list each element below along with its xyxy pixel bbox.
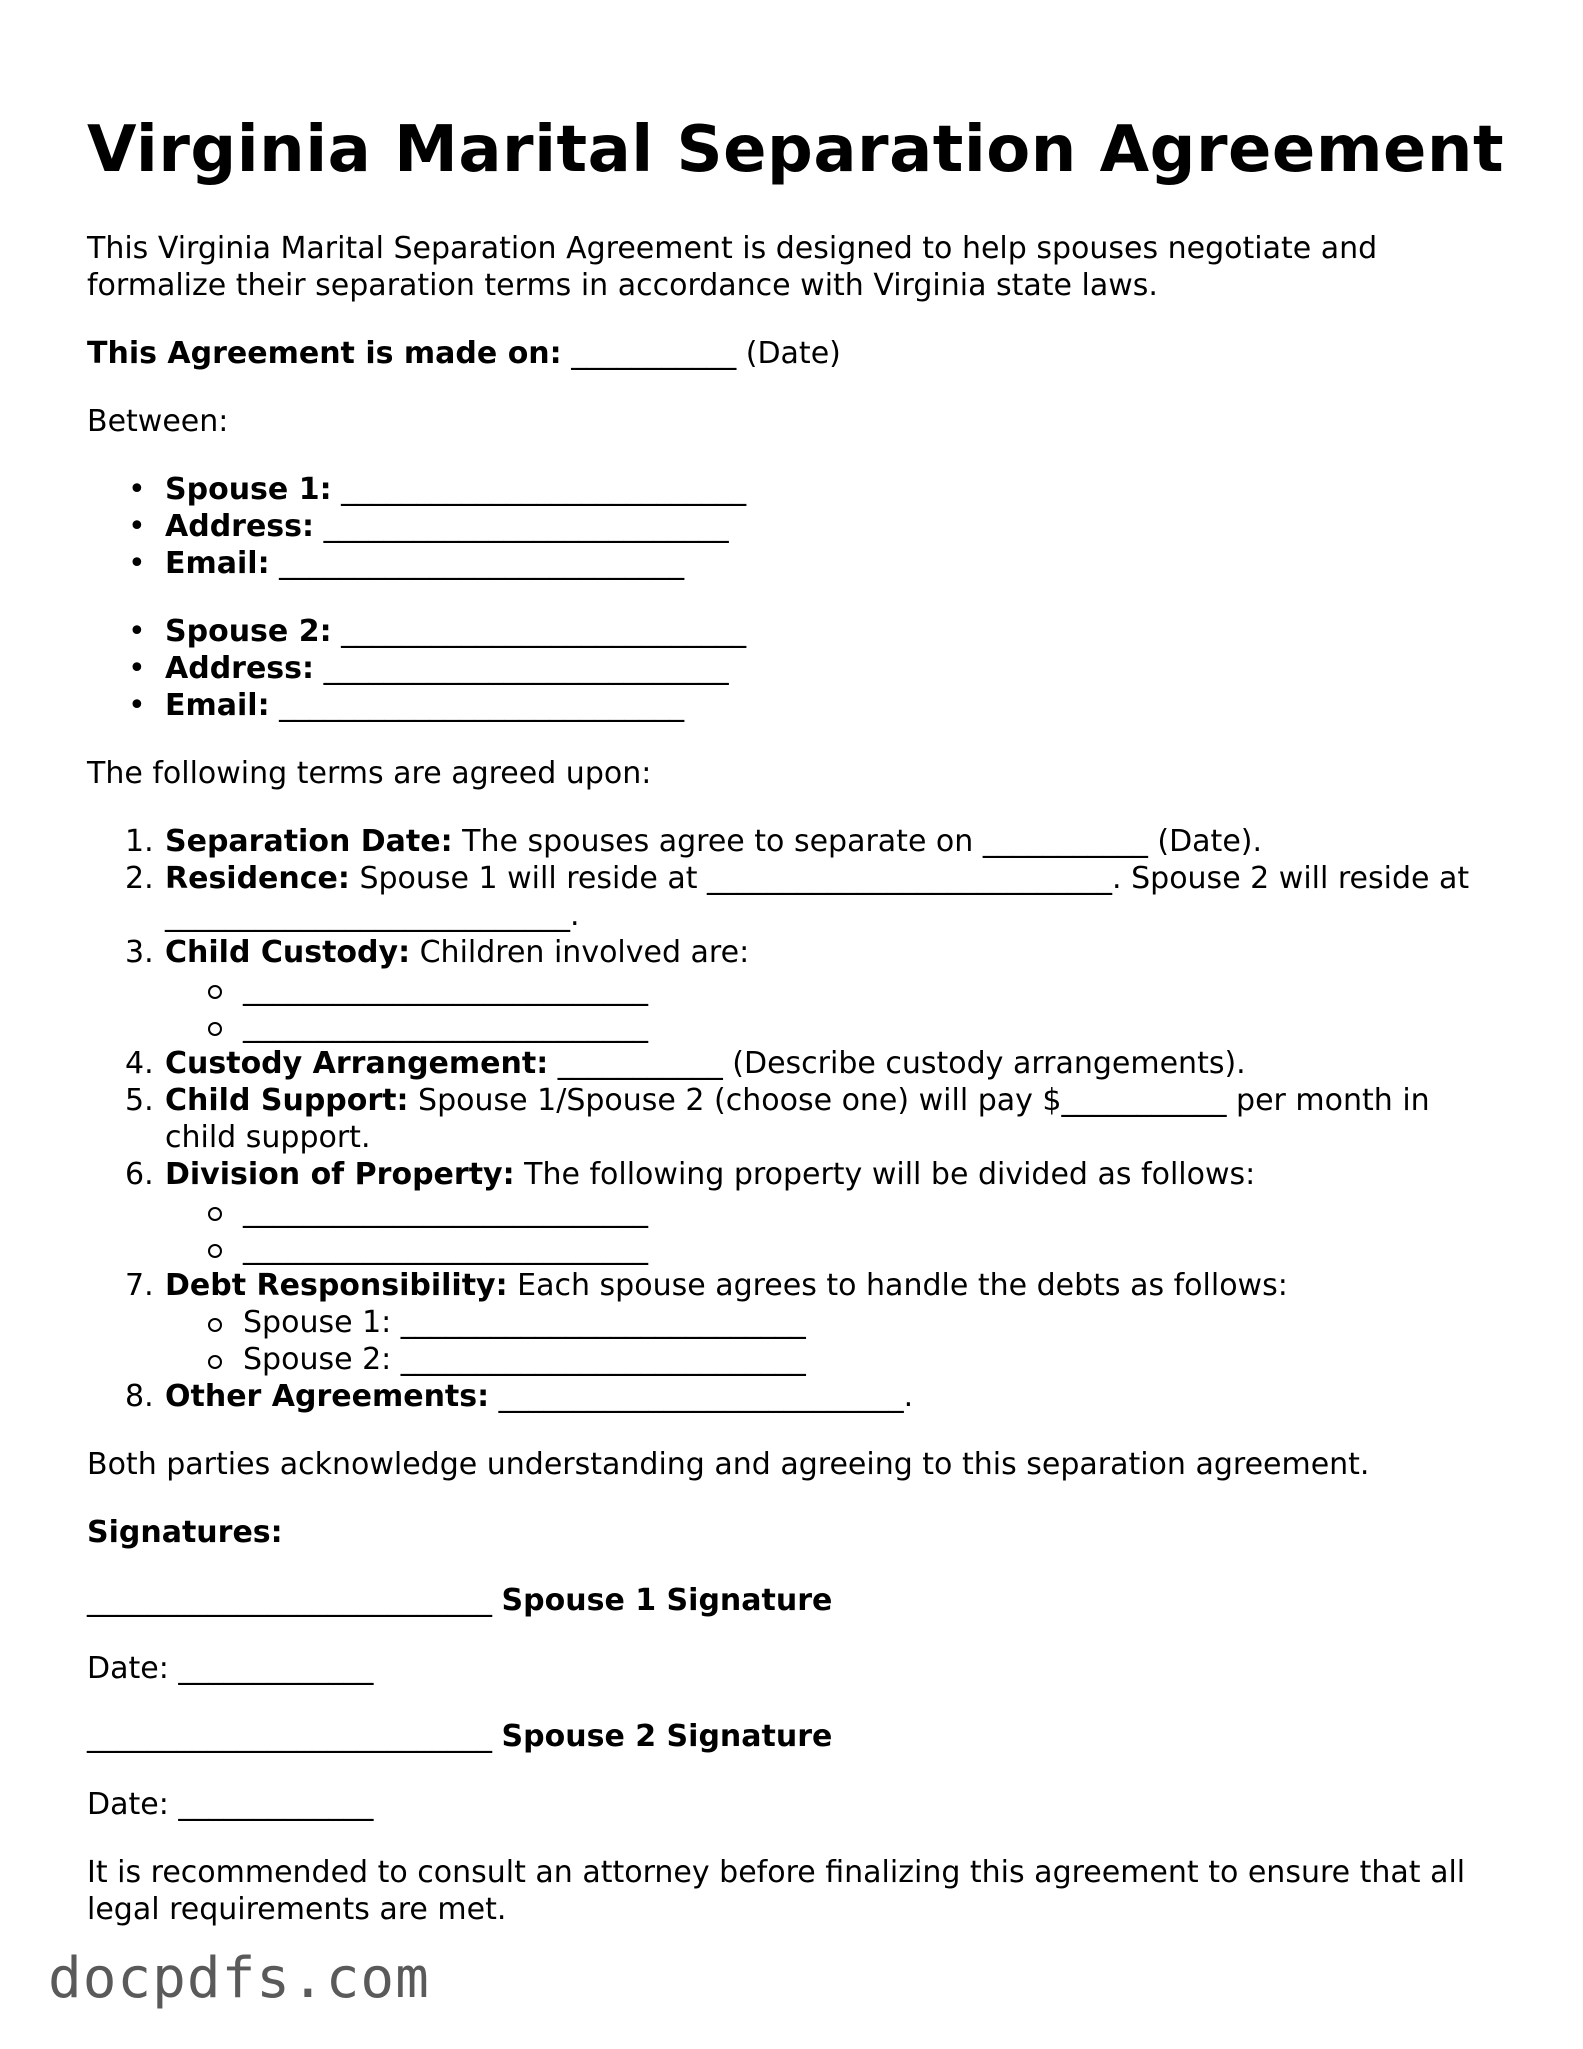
debt-entry xyxy=(165,1304,1507,1341)
property-entry xyxy=(165,1193,1507,1230)
circle-bullet-icon xyxy=(208,1244,222,1258)
field-label: Address: xyxy=(165,509,315,544)
term-text: Children involved are: xyxy=(410,935,750,970)
agreement-date-blank: ___________ xyxy=(571,336,737,371)
attorney-disclaimer: It is recommended to consult an attorney before finalizing this agreement to ensure that all legal requirements are met. xyxy=(87,1855,1466,1927)
field-label: Spouse 1: xyxy=(165,472,332,507)
term-number: 1. xyxy=(125,824,154,859)
date-label: Date: xyxy=(87,1651,169,1686)
document-page xyxy=(87,100,1507,1928)
field-blank: ___________________________ xyxy=(341,614,747,649)
spouse-2-details xyxy=(87,613,1507,724)
circle-bullet-icon xyxy=(208,1207,222,1221)
field-blank: ___________________________ xyxy=(323,651,729,686)
signature-label: Spouse 1 Signature xyxy=(501,1583,833,1618)
property-entry xyxy=(165,1230,1507,1267)
term-separation-date xyxy=(87,823,1507,860)
field-label: Spouse 2: xyxy=(165,614,332,649)
term-division-of-property xyxy=(87,1156,1507,1267)
term-label: Other Agreements: xyxy=(165,1379,490,1414)
spouse-1-name-field xyxy=(87,471,1507,508)
circle-bullet-icon xyxy=(208,985,222,999)
term-label: Separation Date: xyxy=(165,824,453,859)
term-text: Spouse 1/Spouse 2 (choose one) will pay $___________ per month in child support. xyxy=(165,1083,1430,1155)
debt-entry xyxy=(165,1341,1507,1378)
agreement-date-label: This Agreement is made on: xyxy=(87,336,562,371)
spouse-2-address-field xyxy=(87,650,1507,687)
terms-list xyxy=(87,823,1507,1415)
terms-intro: The following terms are agreed upon: xyxy=(87,756,652,791)
property-blank: ___________________________ xyxy=(243,1231,648,1266)
term-text: The following property will be divided as follows: xyxy=(514,1157,1256,1192)
term-number: 3. xyxy=(125,935,154,970)
term-text: Spouse 1 will reside at ___________________________. Spouse 2 will reside at ___________________________. xyxy=(165,861,1470,933)
term-debt-responsibility xyxy=(87,1267,1507,1378)
spouse-2-date-line xyxy=(87,1786,1507,1823)
spouse-1-details xyxy=(87,471,1507,582)
debt-text: Spouse 1: ___________________________ xyxy=(243,1305,806,1340)
acknowledgement: Both parties acknowledge understanding and agreeing to this separation agreement. xyxy=(87,1447,1370,1482)
term-number: 6. xyxy=(125,1157,154,1192)
term-other-agreements xyxy=(87,1378,1507,1415)
term-text: ___________ (Describe custody arrangements). xyxy=(548,1046,1246,1081)
circle-bullet-icon xyxy=(208,1355,222,1369)
term-label: Debt Responsibility: xyxy=(165,1268,508,1303)
child-entry xyxy=(165,971,1507,1008)
spouse-2-name-field xyxy=(87,613,1507,650)
term-text: The spouses agree to separate on ___________ (Date). xyxy=(452,824,1263,859)
term-label: Child Custody: xyxy=(165,935,411,970)
spouse-1-signature-line xyxy=(87,1582,1507,1619)
term-child-custody xyxy=(87,934,1507,1045)
circle-bullet-icon xyxy=(208,1022,222,1036)
term-residence xyxy=(87,860,1507,934)
circle-bullet-icon xyxy=(208,1318,222,1332)
date-blank: _____________ xyxy=(178,1651,374,1686)
between-label: Between: xyxy=(87,404,229,439)
agreement-date-suffix: (Date) xyxy=(736,336,841,371)
field-blank: ___________________________ xyxy=(323,509,729,544)
term-label: Division of Property: xyxy=(165,1157,515,1192)
signature-label: Spouse 2 Signature xyxy=(501,1719,833,1754)
field-label: Address: xyxy=(165,651,315,686)
agreement-date-line xyxy=(87,335,1507,372)
field-blank: ___________________________ xyxy=(279,688,685,723)
signature-blank: ___________________________ xyxy=(87,1583,492,1618)
term-text: ___________________________. xyxy=(489,1379,914,1414)
spouse-2-signature-line xyxy=(87,1718,1507,1755)
term-number: 7. xyxy=(125,1268,154,1303)
signatures-heading: Signatures: xyxy=(87,1515,283,1550)
term-child-support xyxy=(87,1082,1507,1156)
term-number: 5. xyxy=(125,1083,154,1118)
spouse-1-date-line xyxy=(87,1650,1507,1687)
property-blank: ___________________________ xyxy=(243,1194,648,1229)
watermark: docpdfs.com xyxy=(48,1946,430,2011)
term-number: 2. xyxy=(125,861,154,896)
term-number: 8. xyxy=(125,1379,154,1414)
debt-list xyxy=(165,1304,1507,1378)
spouse-2-email-field xyxy=(87,687,1507,724)
date-label: Date: xyxy=(87,1787,169,1822)
field-label: Email: xyxy=(165,546,270,581)
term-label: Residence: xyxy=(165,861,350,896)
debt-text: Spouse 2: ___________________________ xyxy=(243,1342,806,1377)
term-label: Custody Arrangement: xyxy=(165,1046,549,1081)
term-number: 4. xyxy=(125,1046,154,1081)
property-list xyxy=(165,1193,1507,1267)
date-blank: _____________ xyxy=(178,1787,374,1822)
signature-blank: ___________________________ xyxy=(87,1719,492,1754)
child-entry xyxy=(165,1008,1507,1045)
term-text: Each spouse agrees to handle the debts as follows: xyxy=(507,1268,1288,1303)
field-blank: ___________________________ xyxy=(279,546,685,581)
term-label: Child Support: xyxy=(165,1083,409,1118)
children-list xyxy=(165,971,1507,1045)
document-title: Virginia Marital Separation Agreement xyxy=(87,113,1505,187)
spouse-1-email-field xyxy=(87,545,1507,582)
intro-paragraph: This Virginia Marital Separation Agreement is designed to help spouses negotiate and formalize their separation terms in accordance with Virginia state laws. xyxy=(87,231,1378,303)
field-blank: ___________________________ xyxy=(341,472,747,507)
spouse-1-address-field xyxy=(87,508,1507,545)
child-blank: ___________________________ xyxy=(243,972,648,1007)
field-label: Email: xyxy=(165,688,270,723)
term-custody-arrangement xyxy=(87,1045,1507,1082)
child-blank: ___________________________ xyxy=(243,1009,648,1044)
